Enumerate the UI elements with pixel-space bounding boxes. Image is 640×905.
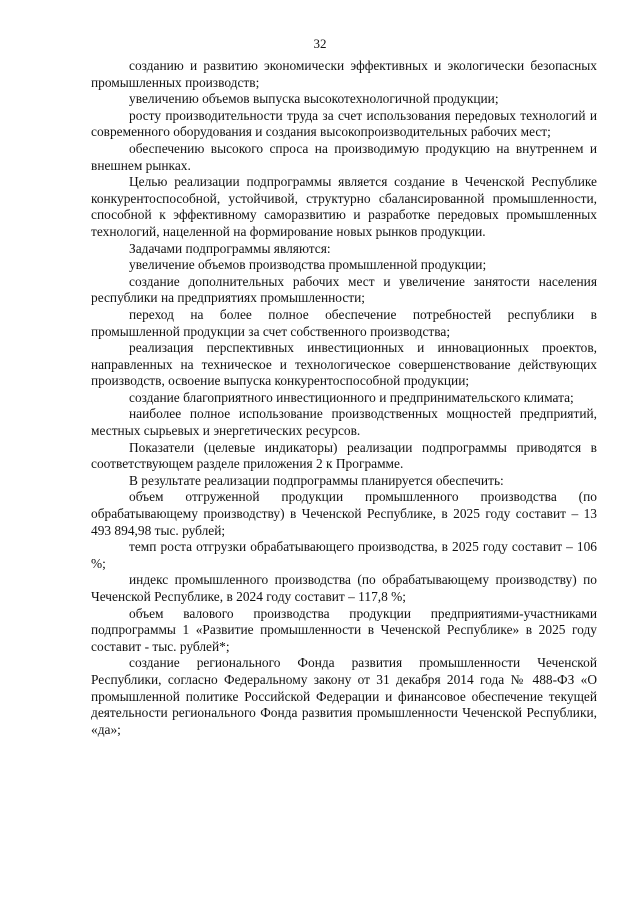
paragraph: создание регионального Фонда развития промышленности Чеченской Республики, согласно Федеральному закону от 31 декабря 2014 года № 488-ФЗ «О промышленной политике Российской Федерации и финансовое обеспечение текущей деятельности регионального Фонда развития промышленности Чеченской Республики, «да»;: [91, 655, 597, 737]
paragraph: созданию и развитию экономически эффективных и экологически безопасных промышленных производств;: [91, 58, 597, 90]
paragraph: Целью реализации подпрограммы является создание в Чеченской Республике конкурентоспособной, устойчивой, структурно сбалансированной промышленности, способной к эффективному саморазвитию и разработке передовых промышленных технологий, нацеленной на формирование новых рынков продукции.: [91, 174, 597, 239]
paragraph: объем отгруженной продукции промышленного производства (по обрабатывающему производству) в Чеченской Республике, в 2025 году составит – 13 493 894,98 тыс. рублей;: [91, 489, 597, 538]
paragraph: Задачами подпрограммы являются:: [129, 240, 331, 256]
paragraph: росту производительности труда за счет использования передовых технологий и современного оборудования и создания высокопроизводительных рабочих мест;: [91, 107, 597, 140]
paragraph: Показатели (целевые индикаторы) реализации подпрограммы приводятся в соответствующем разделе приложения 2 к Программе.: [91, 439, 597, 472]
paragraph: переход на более полное обеспечение потребностей республики в промышленной продукции за счет собственного производства;: [91, 306, 597, 339]
paragraph: увеличение объемов производства промышленной продукции;: [129, 257, 487, 273]
paragraph: индекс промышленного производства (по обрабатывающему производству) по Чеченской Республике, в 2024 году составит – 117,8 %;: [91, 572, 597, 604]
paragraph: увеличению объемов выпуска высокотехнологичной продукции;: [129, 91, 499, 107]
paragraph: обеспечению высокого спроса на производимую продукцию на внутреннем и внешнем рынках.: [91, 140, 597, 173]
paragraph: создание благоприятного инвестиционного и предпринимательского климата;: [129, 389, 574, 405]
paragraph: В результате реализации подпрограммы планируется обеспечить:: [129, 472, 504, 488]
body-text: [91, 58, 597, 738]
paragraph: темп роста отгрузки обрабатывающего производства, в 2025 году составит – 106 %;: [91, 539, 597, 571]
page-number: 32: [313, 36, 327, 51]
paragraph: объем валового производства продукции предприятиями-участниками подпрограммы 1 «Развитие промышленности в Чеченской Республике» в 2025 году составит - тыс. рублей*;: [91, 605, 597, 654]
paragraph: реализация перспективных инвестиционных и инновационных проектов, направленных на техническое и технологическое совершенствование действующих производств, освоение выпуска конкурентоспособной продукции;: [91, 340, 597, 389]
paragraph: создание дополнительных рабочих мест и увеличение занятости населения республики на предприятиях промышленности;: [91, 273, 597, 306]
paragraph: наиболее полное использование производственных мощностей предприятий, местных сырьевых и энергетических ресурсов.: [91, 406, 597, 439]
